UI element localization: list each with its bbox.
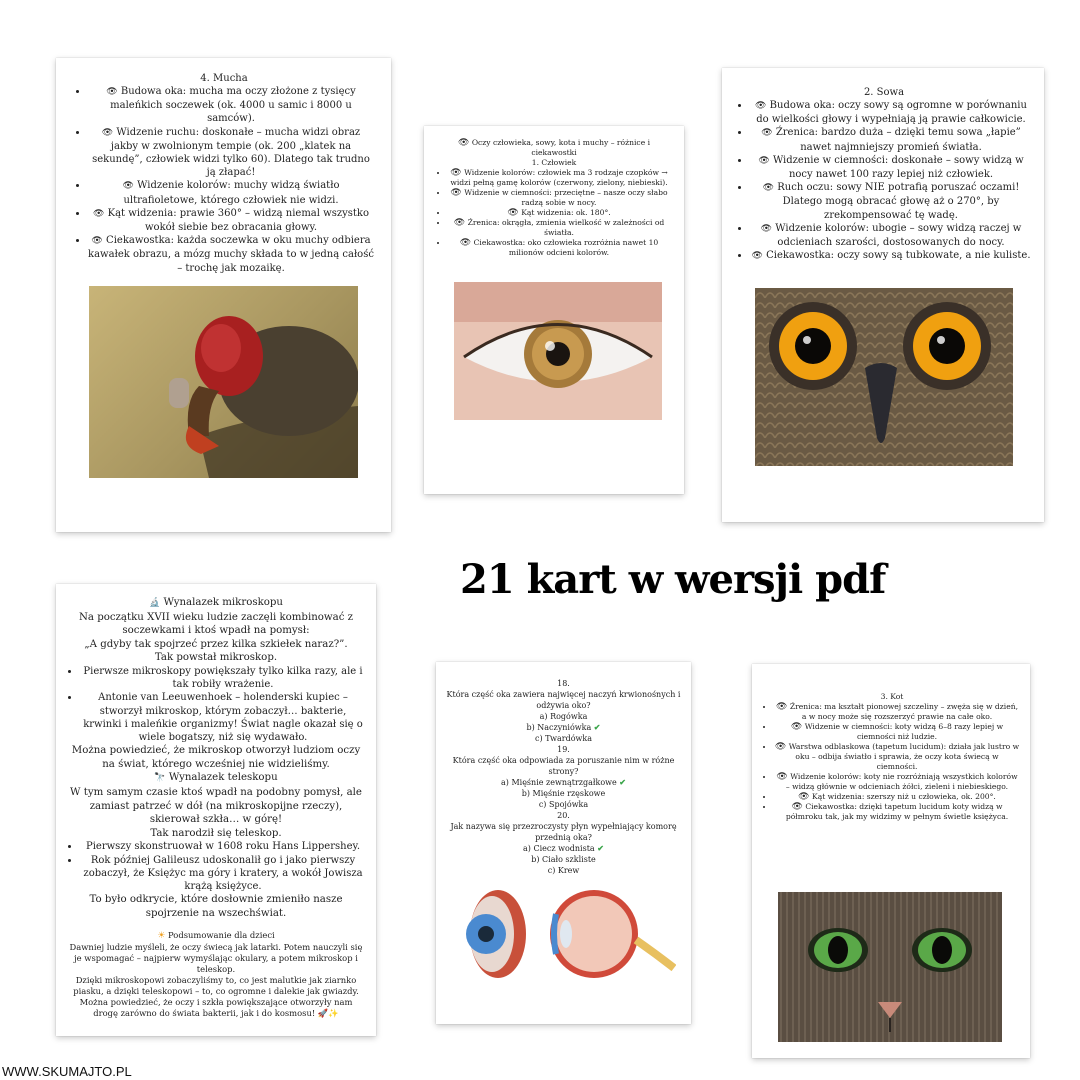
check-icon: ✔ — [593, 722, 601, 732]
owl-photo — [755, 288, 1013, 466]
item-text: Widzenie w ciemności: koty widzą 6–8 razy lepiej w ciemności niż ludzie. — [804, 722, 1004, 741]
eye-icon: 👁 — [790, 722, 803, 732]
eye-icon: 👁 — [450, 168, 462, 178]
list-item — [774, 792, 1020, 802]
list-item — [88, 126, 374, 180]
item-text: Widzenie ruchu: doskonałe – mucha widzi obraz jakby w zwolnionym tempie (ok. 200 „klatek na sekundę”, człowiek widzi tylko 60). Dlatego tak trudno ją złapać! — [92, 126, 370, 179]
answer: b) Ciało szkliste — [531, 855, 596, 864]
eye-icon: 👁 — [791, 802, 803, 812]
card-fly — [56, 58, 391, 532]
question-text: Która część oka odpowiada za poruszanie nim w różne strony? — [452, 756, 675, 776]
answer: b) Mięśnie rzęskowe — [521, 789, 606, 798]
microscope-icon: 🔬 — [149, 598, 161, 608]
item-text: Ciekawostka: każda soczewka w oku muchy odbiera kawałek obrazu, a mózg muchy składa to w jedną całość – trochę jak mozaikę. — [88, 235, 374, 274]
bullet-list — [66, 840, 366, 893]
eye-icon: 👁 — [507, 208, 519, 218]
eye-icon: 👁 — [122, 181, 134, 192]
card-owl — [722, 68, 1044, 522]
list-item — [448, 218, 670, 238]
card-title: 3. Kot — [880, 692, 904, 701]
list-item: • Rok później Galileusz udoskonalił go i jako pierwszy zobaczył, że Księżyc ma góry i kratery, a wokół Jowisza krążą księżyce. — [80, 854, 366, 894]
eye-icon: 👁 — [762, 183, 775, 194]
sun-icon: ☀ — [157, 931, 166, 942]
item-text: Źrenica: okrągła, zmienia wielkość w zależności od światła. — [467, 218, 665, 237]
list-item: • Pierwszy skonstruował w 1608 roku Hans Lippershey. — [80, 840, 366, 853]
card-human — [424, 126, 684, 494]
list-item — [448, 168, 670, 188]
answer-text: b) Naczyniówka — [526, 723, 592, 732]
item-text: Widzenie w ciemności: przeciętne – nasze oczy słabo radzą sobie w nocy. — [464, 188, 668, 207]
eye-icon: 👁 — [798, 792, 810, 802]
question-text: Jak nazywa się przezroczysty płyn wypełniający komorę przednią oka? — [450, 822, 677, 842]
eye-icon: 👁 — [93, 208, 105, 219]
paragraph: Tak powstał mikroskop. — [154, 652, 278, 664]
title-text: Podsumowanie dla dzieci — [168, 930, 275, 941]
eye-icon: 👁 — [760, 223, 773, 234]
eye-icon: 👁 — [106, 87, 118, 97]
answer — [444, 722, 683, 733]
list-item — [774, 742, 1020, 772]
list-item — [750, 99, 1032, 126]
summary-text: Dzięki mikroskopowi zobaczyliśmy to, co jest malutkie jak ziarnko piasku, a dzięki teleskopowi – to, co ogromne i dalekie jak gwiazdy. Można powiedzieć, że oczy i szkła powiększające otworzyły nam drogę zarówno do świata bakterii, jak i do kosmosu! — [73, 975, 359, 1019]
eye-icon: 👁 — [101, 127, 114, 138]
list-item: • Antonie van Leeuwenhoek – holenderski kupiec – stworzył mikroskop, którym zobaczył… bakterie, krwinki i maleńkie organizmy! Świat nagle okazał się o wiele bogatszy, niż się wydawało. — [80, 691, 366, 744]
eye-icon: 👁 — [755, 101, 767, 111]
item-text: Widzenie w ciemności: doskonałe – sowy widzą w nocy nawet 100 razy lepiej niż człowiek. — [772, 154, 1024, 181]
title-text: Wynalazek teleskopu — [168, 772, 278, 784]
card-cat — [752, 664, 1030, 1058]
answer: c) Spojówka — [538, 800, 589, 809]
section-title — [66, 596, 366, 611]
list-item — [774, 802, 1020, 822]
eye-icon: 👁 — [775, 702, 788, 712]
item-text: Źrenica: bardzo duża – dzięki temu sowa „łapie” nawet najmniejszy promień światła. — [775, 127, 1021, 153]
check-icon: ✔ — [597, 843, 604, 853]
list-item — [774, 772, 1020, 792]
check-icon: ✔ — [619, 777, 626, 787]
answer: c) Twardówka — [534, 734, 593, 743]
heading-text: Oczy człowieka, sowy, kota i muchy – różnice i ciekawostki — [471, 138, 651, 157]
section-title — [66, 771, 366, 786]
paragraph: W tym samym czasie ktoś wpadł na podobny pomysł, ale zamiast patrzeć w dół (na mikroskopijne rzeczy), skierował szkła… w górę! — [70, 786, 362, 826]
summary — [66, 930, 366, 1019]
card-title: 1. Człowiek — [531, 158, 577, 167]
eye-icon: 👁 — [91, 236, 103, 247]
list-item — [88, 179, 374, 206]
paragraph: Na początku XVII wieku ludzie zaczęli kombinować z soczewkami i ktoś wpadł na pomysł: — [78, 611, 354, 637]
list-item — [750, 181, 1032, 222]
answer — [444, 777, 683, 788]
fly-photo — [89, 286, 358, 478]
item-text: Budowa oka: mucha ma oczy złożone z tysięcy maleńkich soczewek (ok. 4000 u samic i 8000 u samców). — [110, 86, 356, 125]
question-number: 18. — [557, 679, 570, 688]
eye-icon: 👁 — [453, 218, 466, 228]
rocket-icon: 🚀✨ — [317, 1008, 339, 1019]
bullet-list — [66, 665, 366, 744]
eye-icon: 👁 — [457, 138, 470, 148]
summary-title — [66, 930, 366, 942]
cat-photo — [778, 892, 1002, 1042]
paragraph — [66, 975, 366, 1019]
eye-icon: 👁 — [774, 742, 787, 752]
eye-icon: 👁 — [758, 155, 770, 166]
answer-text: a) Ciecz wodnista — [523, 844, 595, 853]
item-text: Budowa oka: oczy sowy są ogromne w porównaniu do wielkości głowy i wypełniają ją prawie całkowicie. — [756, 100, 1027, 126]
eye-icon: 👁 — [450, 188, 462, 198]
paragraph: Można powiedzieć, że mikroskop otworzył ludziom oczy na świat, którego wcześniej nie widzieliśmy. — [71, 745, 361, 770]
list-item — [448, 208, 670, 218]
list-item — [774, 722, 1020, 742]
card-heading — [438, 138, 670, 158]
item-text: Kąt widzenia: szerszy niż u człowieka, ok. 200°. — [812, 792, 996, 801]
answer — [444, 843, 683, 854]
card-title: 2. Sowa — [863, 87, 905, 98]
paragraph: Tak narodził się teleskop. — [150, 827, 282, 839]
telescope-icon: 🔭 — [154, 773, 166, 784]
answer-text: a) Mięśnie zewnątrzgałkowe — [501, 778, 617, 787]
item-text: Widzenie kolorów: koty nie rozróżniają wszystkich kolorów – widzą głównie w odcieniach żółci, zieleni i niebieskiego. — [785, 772, 1018, 791]
item-text: Ciekawostka: dzięki tapetum lucidum koty widzą w półmroku tak, jak my widzimy w pełnym świetle księżyca. — [785, 802, 1009, 821]
paragraph: Dawniej ludzie myśleli, że oczy świecą jak latarki. Potem nauczyli się je wspomagać – najpierw wymyślając okulary, a potem mikroskop i teleskop. — [69, 942, 363, 975]
list-item: • Pierwsze mikroskopy powiększały tylko kilka razy, ale i tak robiły wrażenie. — [80, 665, 366, 691]
list-item — [448, 188, 670, 208]
list-item — [750, 222, 1032, 249]
item-text: Widzenie kolorów: człowiek ma 3 rodzaje czopków → widzi pełną gamę kolorów (czerwony, zielony, niebieski). — [450, 168, 668, 187]
human-eye-photo — [454, 282, 662, 420]
item-text: Kąt widzenia: ok. 180°. — [521, 208, 611, 217]
bullet-list — [764, 702, 1020, 822]
title-text: Wynalazek mikroskopu — [163, 597, 283, 608]
website-url: WWW.SKUMAJTO.PL — [2, 1064, 132, 1079]
eye-icon: 👁 — [776, 772, 788, 782]
item-text: Kąt widzenia: prawie 360° – widzą niemal wszystko wokół siebie bez obracania głowy. — [107, 207, 369, 234]
card-title: 4. Mucha — [200, 73, 248, 84]
eye-icon: 👁 — [459, 238, 472, 248]
question-number: 20. — [557, 811, 570, 820]
list-item — [750, 126, 1032, 153]
eye-anatomy-illustration — [456, 884, 676, 984]
question-text: Która część oka zawiera najwięcej naczyń krwionośnych i odżywia oko? — [446, 690, 681, 710]
list-item — [448, 238, 670, 258]
list-item — [750, 154, 1032, 181]
item-text: Warstwa odblaskowa (tapetum lucidum): działa jak lustro w oku – odbija światło i sprawia, że oczy kota świecą w ciemności. — [788, 742, 1020, 771]
card-quiz — [436, 662, 691, 1024]
list-item — [88, 207, 374, 234]
item-text: Widzenie kolorów: muchy widzą światło ultrafioletowe, którego człowiek nie widzi. — [123, 180, 340, 206]
bullet-list — [438, 168, 670, 258]
paragraph: To było odkrycie, które dosłownie zmieniło nasze spojrzenie na wszechświat. — [89, 894, 343, 919]
answer: a) Rogówka — [539, 712, 588, 721]
eye-icon: 👁 — [751, 251, 763, 262]
item-text: Ciekawostka: oko człowieka rozróżnia nawet 10 milionów odcieni kolorów. — [473, 238, 659, 257]
eye-icon: 👁 — [761, 128, 773, 139]
item-text: Widzenie kolorów: ubogie – sowy widzą raczej w odcieniach szarości, dostosowanych do nocy. — [775, 222, 1022, 249]
list-item — [88, 234, 374, 275]
item-text: Ruch oczu: sowy NIE potrafią poruszać oczami! Dlatego mogą obracać głowę aż o 270°, by zrekompensować tę wadę. — [777, 182, 1020, 221]
paragraph: „A gdyby tak spojrzeć przez kilka szkiełek naraz?”. — [84, 638, 348, 650]
bullet-list — [736, 99, 1032, 263]
item-text: Źrenica: ma kształt pionowej szczeliny – zwęża się w dzień, a w nocy może się rozszerzyć prawie na całe oko. — [789, 702, 1019, 721]
headline: 21 kart w wersji pdf — [460, 556, 886, 603]
answer: c) Krew — [547, 866, 580, 875]
item-text: Ciekawostka: oczy sowy są tubkowate, a nie kuliste. — [766, 250, 1031, 262]
list-item — [774, 702, 1020, 722]
list-item — [750, 249, 1032, 263]
card-microscope — [56, 584, 376, 1036]
bullet-list — [74, 85, 374, 275]
question-number: 19. — [557, 745, 570, 754]
list-item — [88, 85, 374, 126]
